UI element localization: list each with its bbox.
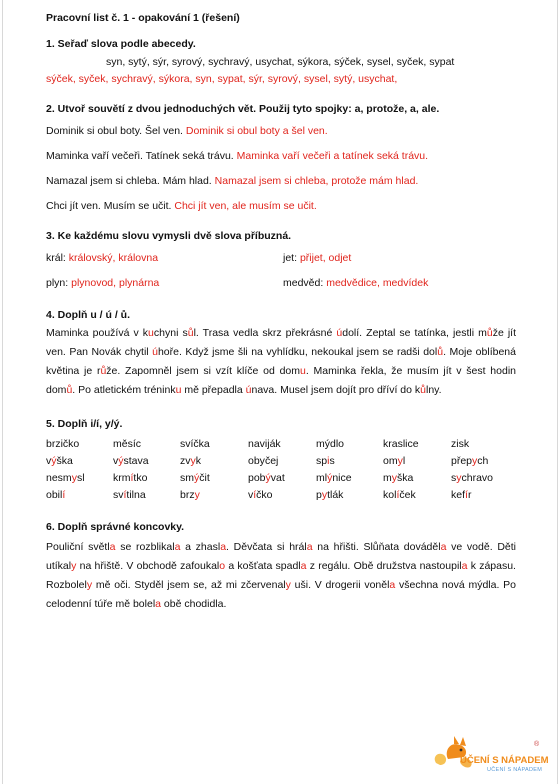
section-4-paragraph: [46, 324, 516, 400]
answer-text: Dominik si obul boty a šel ven.: [185, 125, 328, 137]
text-segment: lny.: [425, 384, 442, 396]
section-6-heading: 6. Doplň správné koncovky.: [46, 521, 185, 533]
text-segment: na hřišti. Slůňata dováděl: [312, 541, 441, 553]
text-segment: přep: [451, 455, 473, 467]
word-cell: [451, 438, 511, 450]
filled-letter: o: [219, 560, 226, 572]
word-cell: [180, 438, 248, 450]
filled-letter: y: [321, 489, 328, 501]
word-cell: [113, 489, 180, 501]
filled-letter: a: [461, 560, 468, 572]
text-segment: zv: [180, 455, 191, 467]
filled-letter: ů: [187, 327, 194, 339]
text-segment: svíčka: [180, 438, 210, 450]
filled-letter: y: [86, 579, 93, 591]
word-cell: [451, 489, 511, 501]
filled-letter: ý: [327, 472, 333, 484]
word-cell: [383, 455, 451, 467]
text-segment: ček: [399, 489, 416, 501]
text-segment: měsíc: [113, 438, 142, 450]
text-segment: brz: [180, 489, 195, 501]
word-cell: [383, 489, 451, 501]
text-segment: tilna: [126, 489, 146, 501]
text-segment: l. Trasa vedla skrz překrásné: [193, 327, 337, 339]
filled-letter: y: [194, 489, 200, 501]
filled-letter: í: [62, 489, 66, 501]
word-cell: [113, 472, 180, 484]
word-cell: [248, 455, 316, 467]
filled-letter: y: [285, 579, 291, 591]
worksheet-title: Pracovní list č. 1 - opakování 1 (řešení): [46, 12, 240, 24]
text-segment: kol: [383, 489, 397, 501]
filled-letter: ů: [437, 346, 444, 358]
base-word: plyn:: [46, 277, 69, 289]
text-segment: obil: [46, 489, 63, 501]
text-segment: k zápasu.: [467, 560, 516, 572]
text-segment: kraslice: [383, 438, 419, 450]
filled-letter: a: [306, 541, 313, 553]
text-segment: že jít: [492, 327, 517, 339]
text-segment: Pouliční světl: [46, 541, 110, 553]
filled-letter: a: [174, 541, 181, 553]
base-word: král:: [46, 252, 66, 264]
word-cell: [46, 438, 113, 450]
word-cell: [248, 438, 316, 450]
text-segment: a zhasl: [180, 541, 221, 553]
text-segment: čit: [199, 472, 210, 484]
page-border-right: [557, 0, 558, 784]
filled-letter: ú: [152, 346, 158, 358]
text-segment: sv: [113, 489, 124, 501]
text-segment: nesm: [46, 472, 72, 484]
text-segment: že. Zapomněl jsem si vzít klíče od dom: [106, 365, 301, 377]
question-text: Maminka vaří večeři. Tatínek seká trávu.: [46, 150, 234, 162]
text-segment: hoře. Když jsme šli na vyhlídku, nekoukal jsem se radši dol: [157, 346, 438, 358]
question-text: Namazal jsem si chleba. Mám hlad.: [46, 175, 212, 187]
filled-letter: ů: [486, 327, 493, 339]
text-segment: mýdlo: [316, 438, 345, 450]
filled-letter: y: [472, 455, 478, 467]
word-cell: [46, 489, 113, 501]
word-cell: [248, 472, 316, 484]
filled-letter: ý: [265, 472, 271, 484]
section-2-row: [46, 200, 516, 212]
filled-letter: y: [190, 455, 196, 467]
section-2-rows: [46, 125, 516, 212]
filled-letter: í: [465, 489, 468, 501]
registered-mark: ®: [534, 741, 540, 748]
text-segment: pob: [248, 472, 266, 484]
filled-letter: a: [440, 541, 447, 553]
answer-text: Chci jít ven, ale musím se učit.: [174, 200, 317, 212]
text-segment: č: [264, 455, 271, 467]
text-segment: om: [383, 455, 398, 467]
text-segment: Maminka používá v k: [46, 327, 149, 339]
fill-in-paragraph: [46, 324, 516, 400]
answer-text: Namazal jsem si chleba, protože mám hlad.: [214, 175, 419, 187]
text-segment: tlák: [327, 489, 344, 501]
word-cell: [180, 455, 248, 467]
word-cell: [180, 489, 248, 501]
filled-letter: ů: [420, 384, 426, 396]
word-cell: [451, 455, 511, 467]
text-segment: naviják: [248, 438, 281, 450]
text-segment: se rozblikal: [115, 541, 175, 553]
text-segment: brzičko: [46, 438, 80, 450]
fill-in-paragraph: [46, 538, 516, 614]
related-words-item: [283, 277, 516, 289]
text-segment: Rozbolel: [46, 579, 87, 591]
text-segment: z regálu. Obě družstva nastoupil: [306, 560, 462, 572]
text-segment: . Moje oblíbená: [443, 346, 516, 358]
logo-text: UČENÍ S NÁPADEM: [460, 755, 549, 766]
text-segment: čko: [256, 489, 273, 501]
text-segment: p: [316, 489, 322, 501]
page-border-left: [2, 0, 3, 784]
text-segment: ml: [316, 472, 328, 484]
filled-letter: í: [396, 489, 400, 501]
filled-letter: i: [327, 455, 330, 467]
text-segment: tko: [133, 472, 148, 484]
base-word: jet:: [283, 252, 298, 264]
text-segment: dolí. Zeptal se tatínka, jestli m: [342, 327, 487, 339]
text-segment: celodenní túře mě bolel: [46, 598, 156, 610]
filled-letter: a: [300, 560, 307, 572]
filled-letter: u: [175, 384, 182, 396]
filled-letter: ů: [66, 384, 73, 396]
section-1-words: syn, sytý, sýr, syrový, sychravý, usychat, sýkora, sýček, sysel, syček, sypat: [106, 56, 455, 68]
text-segment: mě oči. Styděl jsem se, až mi zčervenal: [92, 579, 286, 591]
word-cell: [383, 472, 451, 484]
section-1-heading: 1. Seřaď slova podle abecedy.: [46, 38, 196, 50]
text-segment: s: [451, 472, 457, 484]
text-segment: sl: [76, 472, 85, 484]
filled-letter: a: [220, 541, 227, 553]
text-segment: stava: [123, 455, 149, 467]
word-cell: [248, 489, 316, 501]
word-cell: [451, 472, 511, 484]
filled-letter: u: [148, 327, 154, 339]
word-cell: [316, 455, 383, 467]
text-segment: s: [329, 455, 335, 467]
filled-letter: y: [71, 560, 77, 572]
text-segment: ve vodě. Děti utíkal: [46, 541, 516, 572]
text-segment: k: [195, 455, 201, 467]
text-segment: mě přepadla: [181, 384, 246, 396]
text-segment: sm: [180, 472, 194, 484]
word-cell: [316, 472, 383, 484]
related-words: medvědice, medvídek: [326, 277, 429, 289]
filled-letter: a: [109, 541, 116, 553]
section-1-answer: sýček, syček, sychravý, sýkora, syn, sypat, sýr, syrový, sysel, sytý, usychat,: [46, 73, 398, 85]
filled-letter: u: [300, 365, 306, 377]
text-segment: květina je r: [46, 365, 101, 377]
section-5-heading: 5. Doplň i/í, y/ý.: [46, 418, 123, 430]
section-5-grid: [46, 438, 516, 501]
filled-letter: a: [155, 598, 161, 610]
text-segment: obě chodidla.: [161, 598, 227, 610]
text-segment: nava. Musel jsem dojít pro dříví do k: [251, 384, 421, 396]
word-cell: [316, 489, 383, 501]
filled-letter: y: [71, 472, 77, 484]
filled-letter: ý: [194, 472, 200, 484]
text-segment: . Maminka řekla, že musím jít v šest hodin: [305, 365, 516, 377]
text-segment: v: [46, 455, 52, 467]
text-segment: ch: [477, 455, 489, 467]
text-segment: ven. Pan Novák chytil: [46, 346, 153, 358]
section-2-row: [46, 150, 516, 162]
text-segment: ej: [270, 455, 279, 467]
text-segment: . Po atletickém trénink: [72, 384, 176, 396]
text-segment: sp: [316, 455, 328, 467]
section-6-paragraph: [46, 538, 516, 614]
text-segment: a košťata spadl: [225, 560, 301, 572]
filled-letter: ú: [336, 327, 343, 339]
text-segment: na hřiště. V obchodě zafoukal: [79, 560, 220, 572]
section-2-heading: 2. Utvoř souvětí z dvou jednoduchých vět. Použij tyto spojky: a, protože, a, ale.: [46, 103, 440, 115]
section-3-heading: 3. Ke každému slovu vymysli dvě slova příbuzná.: [46, 230, 292, 242]
word-cell: [46, 472, 113, 484]
text-segment: v: [248, 489, 254, 501]
related-words-item: [46, 277, 283, 289]
related-words-item: [46, 252, 283, 264]
question-text: Chci jít ven. Musím se učit.: [46, 200, 172, 212]
text-segment: chravo: [461, 472, 494, 484]
filled-letter: í: [130, 472, 134, 484]
word-cell: [180, 472, 248, 484]
section-2-row: [46, 125, 516, 137]
section-4-heading: 4. Doplň u / ú / ů.: [46, 309, 130, 321]
filled-letter: í: [123, 489, 127, 501]
text-segment: ška: [397, 472, 414, 484]
text-segment: r: [467, 489, 472, 501]
filled-letter: y: [391, 472, 397, 484]
text-segment: ška: [56, 455, 73, 467]
text-segment: uši. V drogerii voněl: [290, 579, 390, 591]
word-cell: [46, 455, 113, 467]
text-segment: dom: [46, 384, 67, 396]
answer-text: Maminka vaří večeři a tatínek seká trávu.: [236, 150, 429, 162]
related-words: plynovod, plynárna: [71, 277, 160, 289]
filled-letter: í: [253, 489, 257, 501]
filled-letter: ý: [118, 455, 124, 467]
filled-letter: y: [456, 472, 462, 484]
filled-letter: ý: [51, 455, 57, 467]
related-words-item: [283, 252, 516, 264]
question-text: Dominik si obul boty. Šel ven.: [46, 125, 183, 137]
worksheet-content: [46, 12, 516, 614]
text-segment: vat: [270, 472, 285, 484]
filled-letter: a: [389, 579, 396, 591]
related-words: královský, královna: [68, 252, 159, 264]
logo-subtext: UČENÍ S NÁPADEM: [487, 767, 543, 773]
related-words: přijet, odjet: [299, 252, 352, 264]
filled-letter: ů: [100, 365, 107, 377]
text-segment: v: [113, 455, 119, 467]
text-segment: oby: [248, 455, 265, 467]
word-cell: [113, 438, 180, 450]
text-segment: l: [402, 455, 406, 467]
filled-letter: ú: [245, 384, 252, 396]
text-segment: všechna nová mýdla. Po: [395, 579, 516, 591]
text-segment: . Děvčata si hrál: [226, 541, 307, 553]
text-segment: m: [383, 472, 392, 484]
text-segment: kef: [451, 489, 466, 501]
section-2-row: [46, 175, 516, 187]
text-segment: chyni s: [153, 327, 188, 339]
filled-letter: y: [397, 455, 403, 467]
word-cell: [383, 438, 451, 450]
section-3-grid: [46, 252, 516, 289]
base-word: medvěd:: [283, 277, 324, 289]
text-segment: nice: [332, 472, 352, 484]
text-segment: krm: [113, 472, 131, 484]
word-cell: [316, 438, 383, 450]
word-cell: [113, 455, 180, 467]
text-segment: zisk: [451, 438, 470, 450]
